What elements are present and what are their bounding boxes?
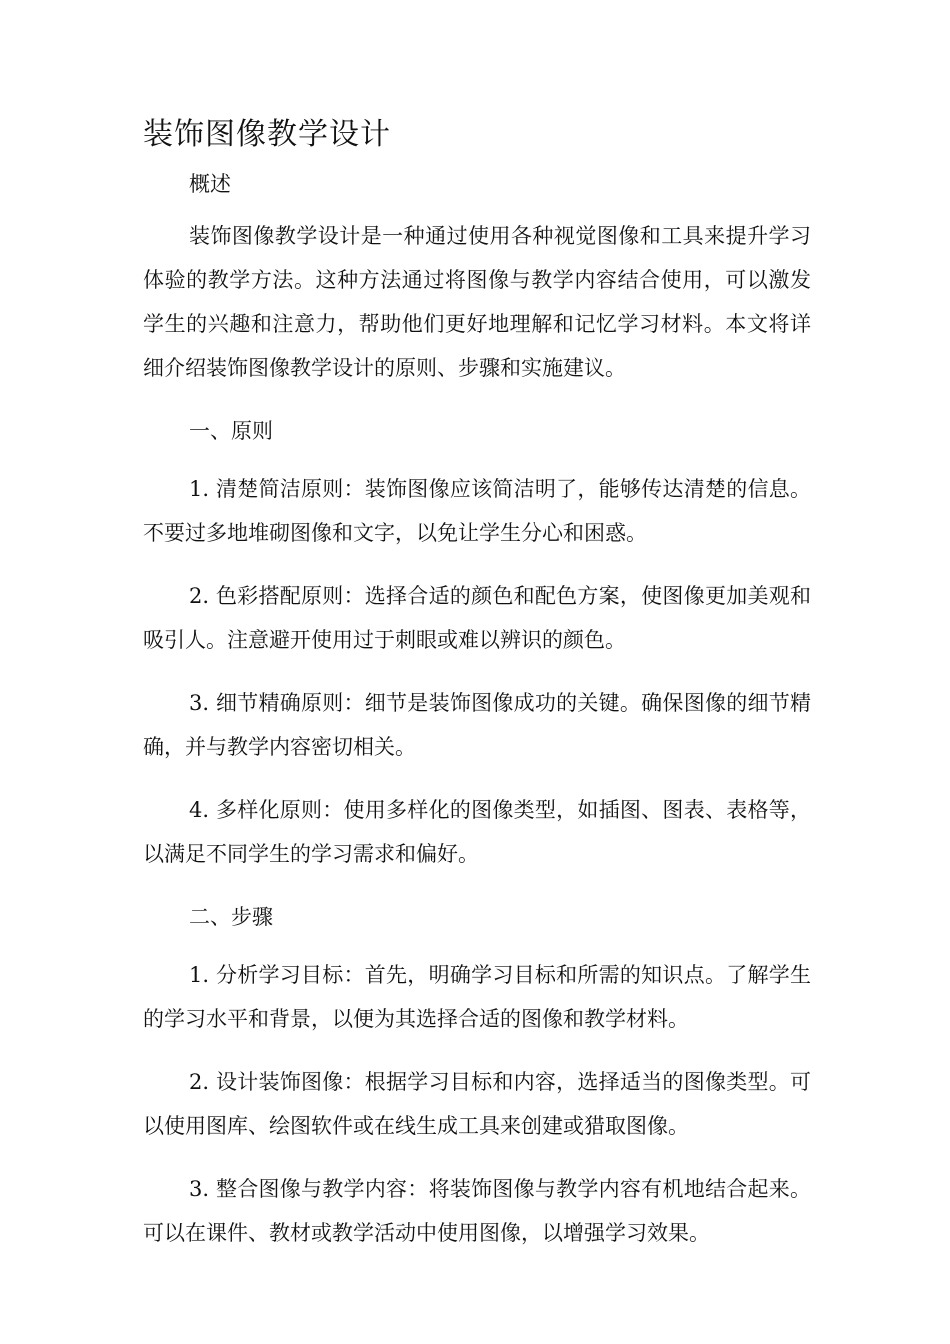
step-item-3: 3. 整合图像与教学内容：将装饰图像与教学内容有机地结合起来。可以在课件、教材或教学活动中使用图像，以增强学习效果。 [143, 1177, 811, 1245]
overview-paragraph: 装饰图像教学设计是一种通过使用各种视觉图像和工具来提升学习体验的教学方法。这种方法通过将图像与教学内容结合使用，可以激发学生的兴趣和注意力，帮助他们更好地理解和记忆学习材料。本文将详细介绍装饰图像教学设计的原则、步骤和实施建议。 [143, 224, 811, 380]
principle-item-2: 2. 色彩搭配原则：选择合适的颜色和配色方案，使图像更加美观和吸引人。注意避开使用过于刺眼或难以辨识的颜色。 [143, 584, 811, 652]
document-title: 装饰图像教学设计 [143, 117, 391, 152]
step-item-1: 1. 分析学习目标：首先，明确学习目标和所需的知识点。了解学生的学习水平和背景，以便为其选择合适的图像和教学材料。 [143, 963, 811, 1031]
overview-heading: 概述 [189, 172, 231, 196]
principle-item-1: 1. 清楚简洁原则：装饰图像应该简洁明了，能够传达清楚的信息。不要过多地堆砌图像和文字，以免让学生分心和困惑。 [143, 477, 811, 545]
principle-item-3: 3. 细节精确原则：细节是装饰图像成功的关键。确保图像的细节精确，并与教学内容密切相关。 [143, 691, 811, 759]
principle-item-4: 4. 多样化原则：使用多样化的图像类型，如插图、图表、表格等，以满足不同学生的学习需求和偏好。 [143, 798, 811, 866]
steps-heading: 二、步骤 [189, 905, 273, 929]
step-item-2: 2. 设计装饰图像：根据学习目标和内容，选择适当的图像类型。可以使用图库、绘图软件或在线生成工具来创建或猎取图像。 [143, 1070, 811, 1138]
principles-heading: 一、原则 [189, 419, 273, 443]
document-body [143, 162, 811, 1274]
